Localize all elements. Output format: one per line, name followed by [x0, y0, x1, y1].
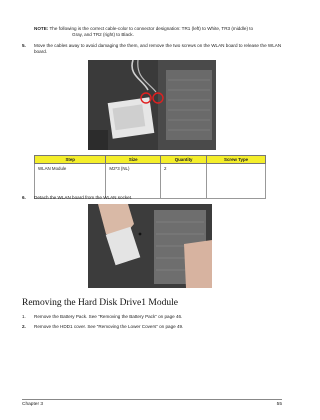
cell-size: M2*3 (NL) [106, 164, 161, 199]
note-text-line2: Gray, and TR2 (right) to Black. [72, 32, 134, 38]
step-text: Detach the WLAN board from the WLAN socket. [34, 195, 133, 200]
step-text: Move the cables away to avoid damaging the them, and remove the two screws on the WLAN board to release the WLAN board. [34, 43, 282, 55]
footer-divider [22, 399, 282, 400]
col-step: Step [35, 156, 106, 164]
step-number: 5. [22, 43, 26, 48]
col-size: Size [106, 156, 161, 164]
section-title: Removing the Hard Disk Drive1 Module [22, 298, 178, 308]
table-row [35, 164, 266, 199]
note-block [34, 26, 284, 39]
cell-screw-type [207, 164, 266, 199]
col-quantity: Quantity [161, 156, 207, 164]
col-screw-type: Screw Type [207, 156, 266, 164]
step-text: Remove the HDD1 cover. See “Removing the Lower Covers” on page 49. [34, 324, 184, 329]
wlan-board-photo [88, 60, 216, 150]
wlan-detach-photo [88, 204, 212, 288]
footer-chapter: Chapter 3 [22, 402, 44, 407]
footer-page-number: 55 [276, 402, 282, 407]
step-number: 6. [22, 195, 26, 200]
note-label: NOTE: [34, 26, 49, 31]
step-text: Remove the Battery Pack. See “Removing the Battery Pack” on page 46. [34, 314, 183, 319]
step-number: 1. [22, 314, 26, 319]
cell-quantity: 2 [161, 164, 207, 199]
table-header-row [35, 156, 266, 164]
step-number: 2. [22, 324, 26, 329]
screw-table [34, 155, 266, 199]
note-text-line1: The following is the correct cable-color to connector designation: TR1 (left) to White, TR3 (middle) to [49, 26, 254, 31]
cell-step: WLAN Module [35, 164, 106, 199]
